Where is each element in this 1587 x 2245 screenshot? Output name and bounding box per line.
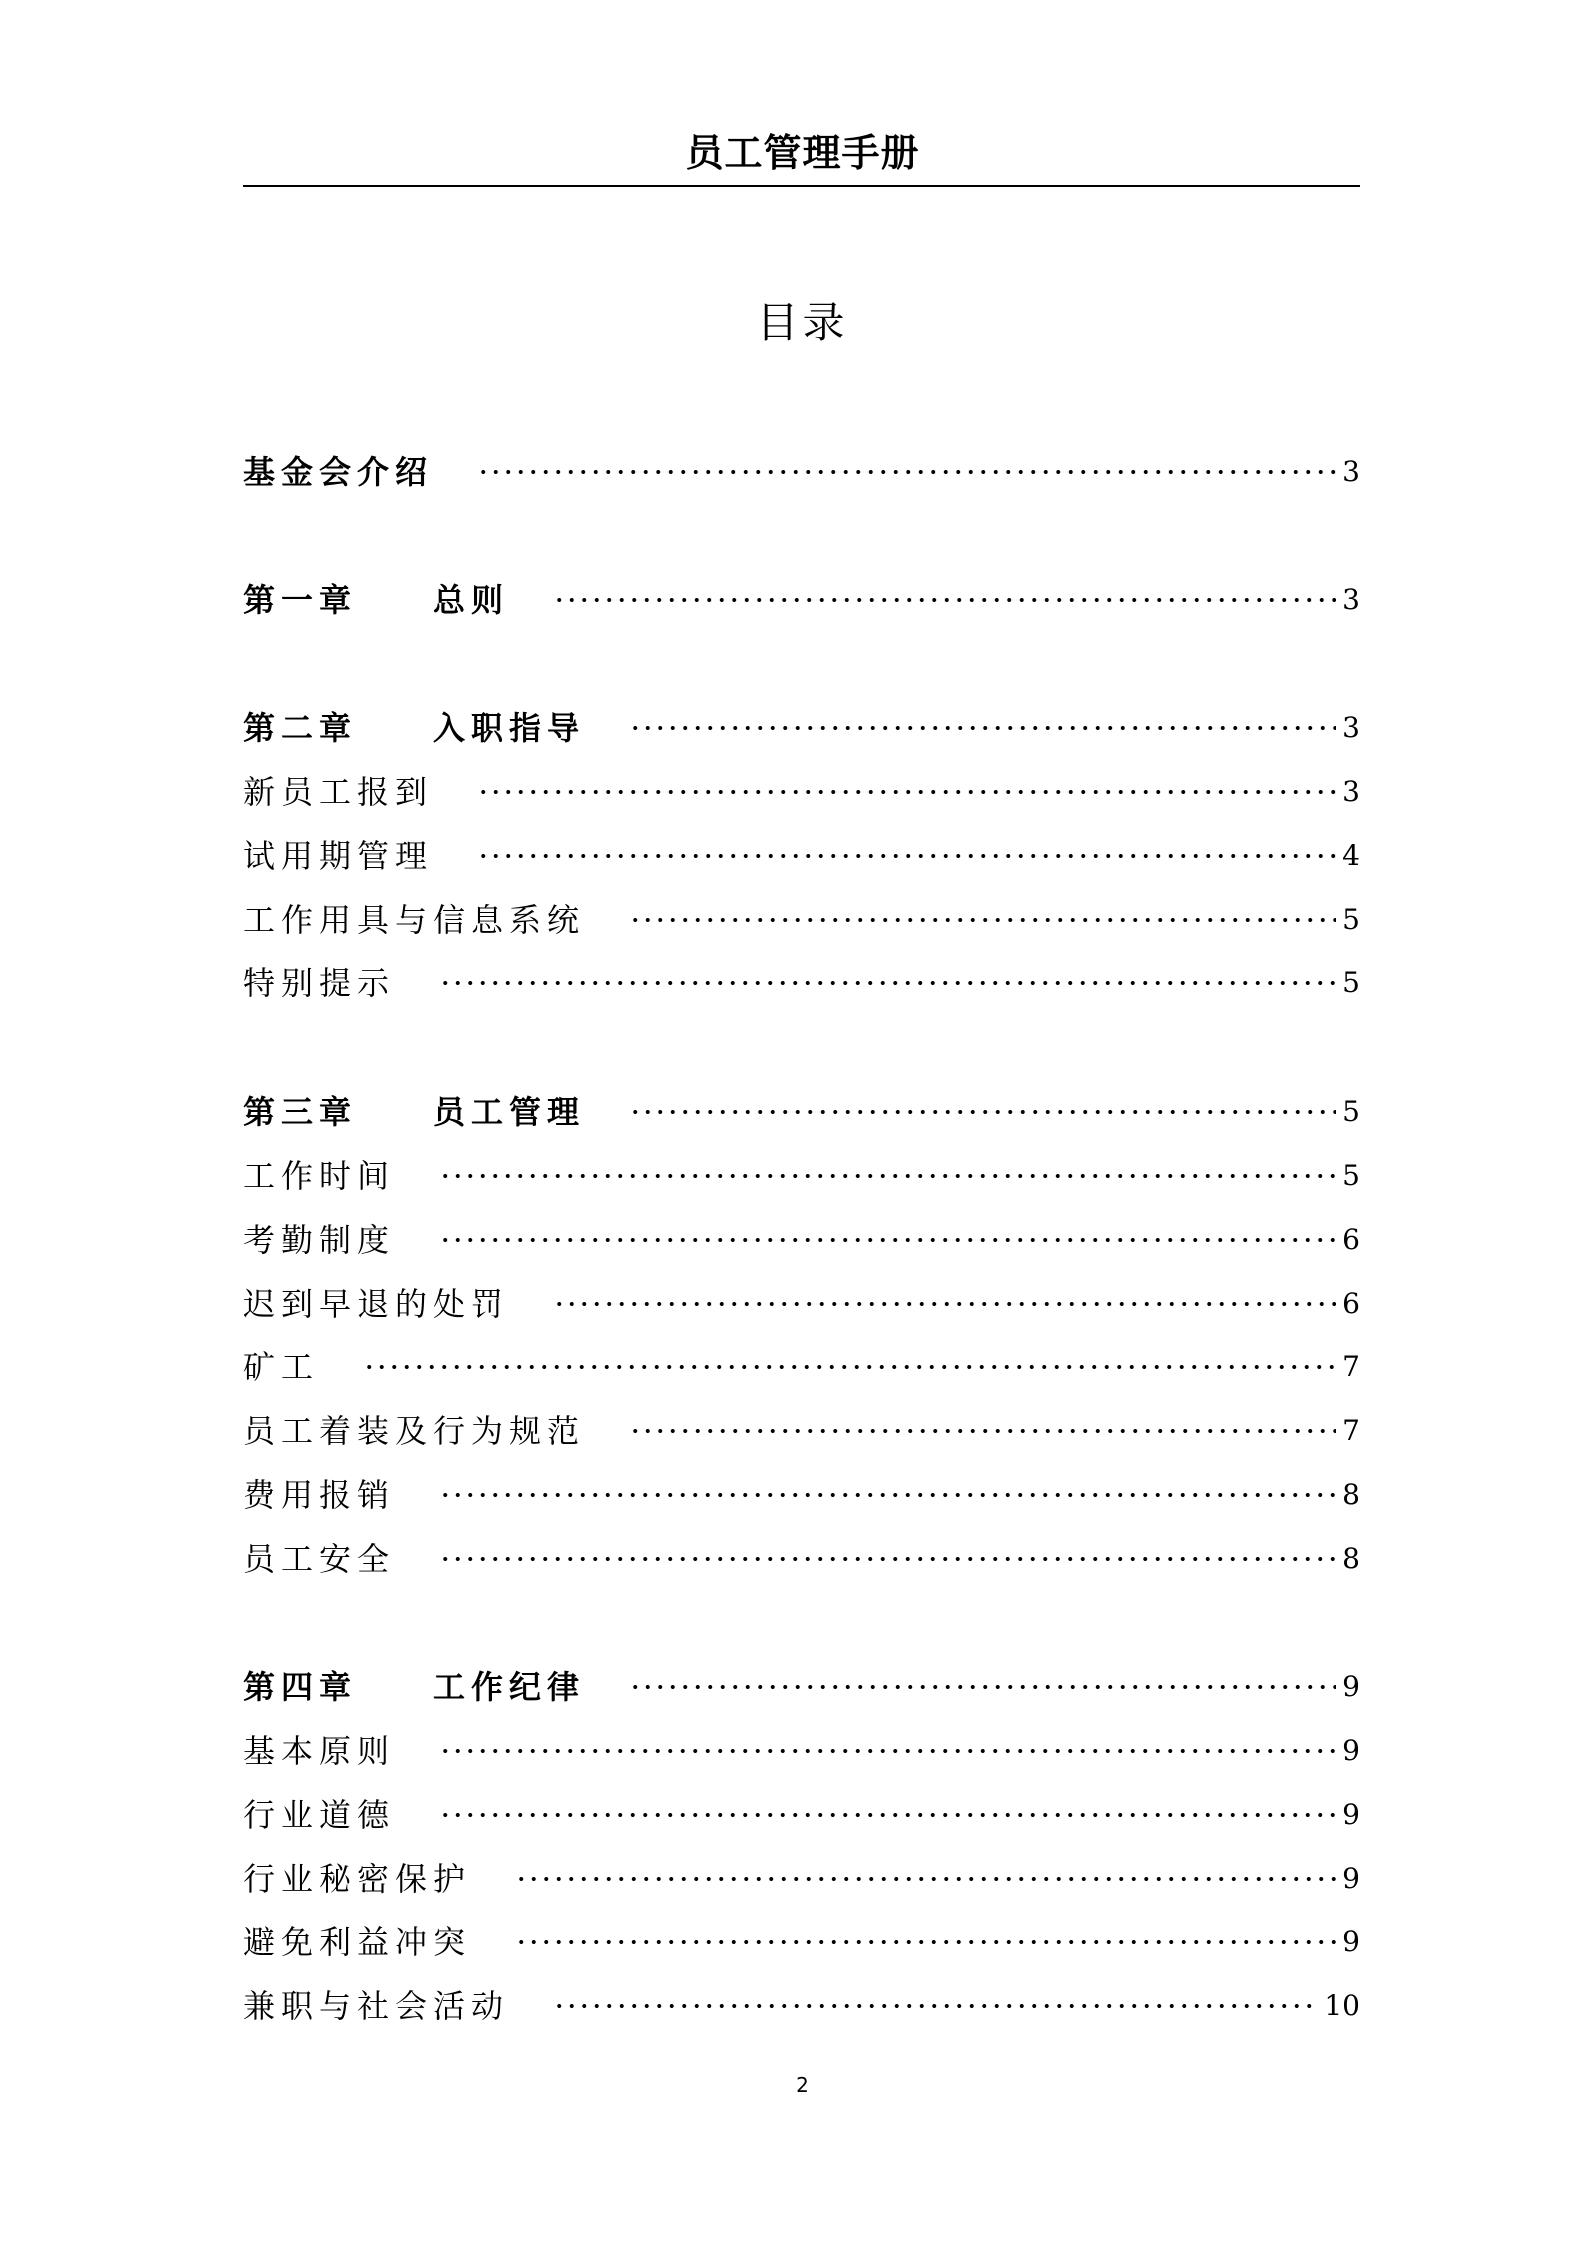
- toc-entry-page-number: 6: [1342, 1287, 1360, 1320]
- toc-section-entry[interactable]: [243, 1793, 1360, 1837]
- toc-section-entry[interactable]: [243, 1984, 1360, 2028]
- toc-entry-page-number: 7: [1342, 1414, 1360, 1447]
- toc-entry-page-number: 8: [1342, 1478, 1360, 1511]
- toc-entry-page-number: 7: [1342, 1350, 1360, 1383]
- toc-entry-label: 兼职与社会活动: [243, 1987, 510, 2025]
- toc-chapter-entry[interactable]: [243, 578, 1360, 622]
- toc-entry-page-number: 3: [1342, 775, 1360, 808]
- toc-entry-label: 第三章 员工管理: [243, 1093, 586, 1131]
- toc-entry-label: 考勤制度: [243, 1221, 396, 1259]
- toc-entry-label: 行业道德: [243, 1796, 396, 1834]
- header-divider: [243, 185, 1360, 187]
- toc-entry-page-number: 10: [1324, 1989, 1360, 2022]
- toc-section-entry[interactable]: [243, 1857, 1360, 1901]
- toc-section-entry[interactable]: [243, 1154, 1360, 1198]
- toc-dot-leader: [439, 979, 1336, 987]
- toc-section-entry[interactable]: [243, 1409, 1360, 1453]
- toc-entry-page-number: 3: [1342, 455, 1360, 488]
- toc-dot-leader: [439, 1555, 1336, 1563]
- toc-entry-label: 第一章 总则: [243, 581, 510, 619]
- toc-dot-leader: [629, 1427, 1336, 1435]
- toc-section-entry[interactable]: [243, 1218, 1360, 1262]
- toc-entry-page-number: 3: [1342, 711, 1360, 744]
- toc-entry-label: 员工安全: [243, 1540, 396, 1578]
- toc-entry-page-number: 9: [1342, 1862, 1360, 1895]
- toc-section-entry[interactable]: [243, 961, 1360, 1005]
- toc-dot-leader: [439, 1236, 1336, 1244]
- toc-section-entry[interactable]: [243, 1282, 1360, 1326]
- toc-entry-page-number: 9: [1342, 1925, 1360, 1958]
- toc-section-entry[interactable]: [243, 1920, 1360, 1964]
- document-header-title: 员工管理手册: [685, 131, 920, 175]
- toc-entry-page-number: 9: [1342, 1670, 1360, 1703]
- toc-entry-label: 迟到早退的处罚: [243, 1285, 510, 1323]
- toc-dot-leader: [629, 1108, 1336, 1116]
- toc-chapter-entry[interactable]: [243, 1090, 1360, 1134]
- toc-entry-page-number: 8: [1342, 1542, 1360, 1575]
- page-number: 2: [796, 2073, 809, 2097]
- toc-entry-page-number: 5: [1342, 966, 1360, 999]
- toc-entry-page-number: 5: [1342, 1159, 1360, 1192]
- toc-dot-leader: [477, 788, 1336, 796]
- toc-entry-label: 试用期管理: [243, 837, 434, 875]
- toc-entry-page-number: 5: [1342, 1095, 1360, 1128]
- toc-section-entry[interactable]: [243, 1729, 1360, 1773]
- toc-dot-leader: [629, 1683, 1336, 1691]
- toc-entry-label: 员工着装及行为规范: [243, 1412, 586, 1450]
- toc-entry-page-number: 4: [1342, 839, 1360, 872]
- toc-entry-page-number: 9: [1342, 1734, 1360, 1767]
- toc-entry-label: 第四章 工作纪律: [243, 1668, 586, 1706]
- toc-dot-leader: [439, 1747, 1336, 1755]
- toc-chapter-entry[interactable]: [243, 450, 1360, 494]
- toc-entry-label: 基本原则: [243, 1732, 396, 1770]
- toc-entry-label: 第二章 入职指导: [243, 709, 586, 747]
- toc-entry-label: 工作用具与信息系统: [243, 901, 586, 939]
- toc-entry-label: 基金会介绍: [243, 453, 434, 491]
- toc-entry-page-number: 6: [1342, 1223, 1360, 1256]
- toc-section-entry[interactable]: [243, 1473, 1360, 1517]
- toc-entry-label: 行业秘密保护: [243, 1860, 472, 1898]
- toc-chapter-entry[interactable]: [243, 706, 1360, 750]
- toc-dot-leader: [477, 468, 1336, 476]
- toc-entry-page-number: 5: [1342, 903, 1360, 936]
- toc-entry-label: 避免利益冲突: [243, 1923, 472, 1961]
- toc-dot-leader: [439, 1172, 1336, 1180]
- toc-dot-leader: [439, 1811, 1336, 1819]
- toc-section-entry[interactable]: [243, 1345, 1360, 1389]
- toc-entry-label: 矿工: [243, 1348, 320, 1386]
- toc-title: 目录: [756, 298, 849, 347]
- toc-dot-leader: [477, 852, 1336, 860]
- toc-dot-leader: [363, 1363, 1336, 1371]
- toc-dot-leader: [553, 1300, 1336, 1308]
- toc-dot-leader: [629, 724, 1336, 732]
- toc-section-entry[interactable]: [243, 1537, 1360, 1581]
- toc-entry-label: 新员工报到: [243, 773, 434, 811]
- toc-dot-leader: [439, 1491, 1336, 1499]
- toc-entry-page-number: 9: [1342, 1798, 1360, 1831]
- toc-dot-leader: [629, 916, 1336, 924]
- toc-entry-label: 费用报销: [243, 1476, 396, 1514]
- toc-chapter-entry[interactable]: [243, 1665, 1360, 1709]
- toc-section-entry[interactable]: [243, 898, 1360, 942]
- toc-entry-page-number: 3: [1342, 583, 1360, 616]
- toc-dot-leader: [515, 1875, 1336, 1883]
- toc-entry-label: 特别提示: [243, 964, 396, 1002]
- toc-entry-label: 工作时间: [243, 1157, 396, 1195]
- toc-section-entry[interactable]: [243, 770, 1360, 814]
- toc-dot-leader: [553, 596, 1336, 604]
- toc-section-entry[interactable]: [243, 834, 1360, 878]
- toc-dot-leader: [515, 1938, 1336, 1946]
- toc-dot-leader: [553, 2002, 1318, 2010]
